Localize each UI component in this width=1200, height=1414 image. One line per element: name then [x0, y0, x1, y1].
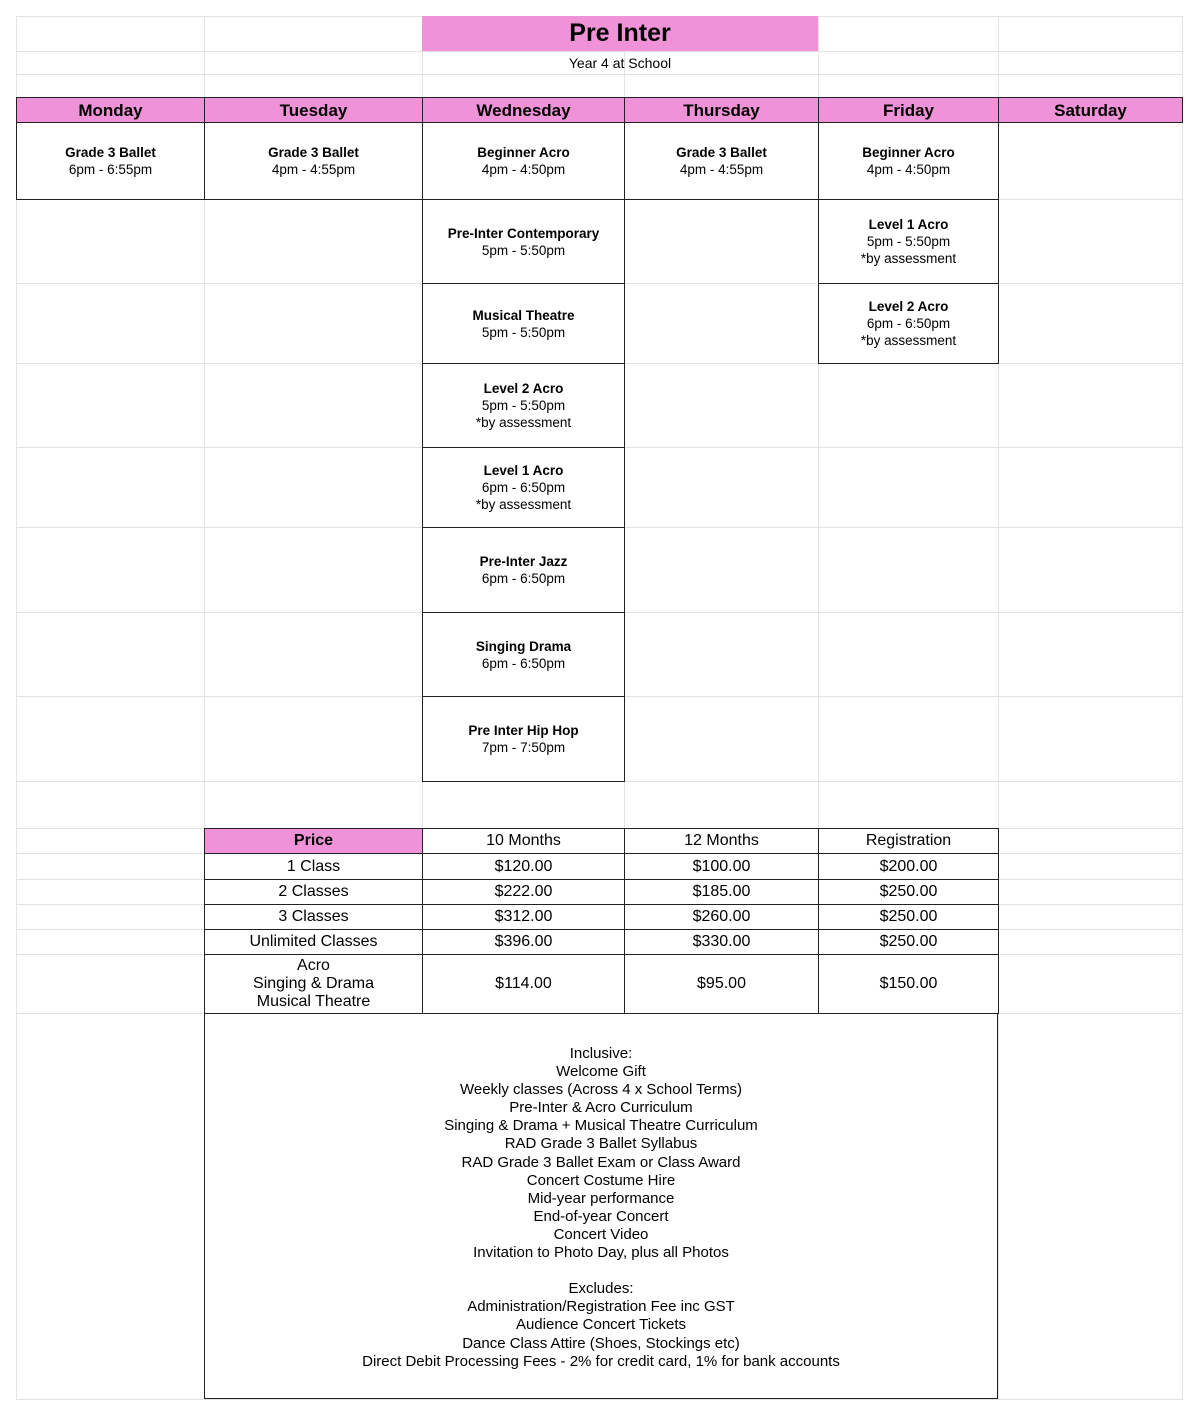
- inclusion-line: [205, 1262, 997, 1280]
- pricing-header: 12 Months: [624, 828, 819, 854]
- class-time: 4pm - 4:50pm: [866, 162, 951, 177]
- pricing-row-label: [204, 954, 423, 1014]
- class-time: 7pm - 7:50pm: [481, 740, 566, 755]
- pricing-label-text: 1 Class: [286, 857, 341, 875]
- pricing-label-line: Musical Theatre: [256, 993, 371, 1010]
- page-title: Pre Inter: [422, 16, 818, 51]
- pricing-label-text: 3 Classes: [278, 908, 349, 925]
- class-cell: [422, 363, 625, 448]
- page-subtitle: Year 4 at School: [568, 55, 672, 71]
- inclusion-line: Concert Video: [553, 1225, 649, 1243]
- pricing-row-label: [204, 929, 423, 955]
- class-note: *by assessment: [475, 497, 572, 512]
- class-cell: [422, 283, 625, 364]
- price-value: $396.00: [422, 929, 625, 955]
- pricing-row-label: [204, 879, 423, 905]
- inclusion-line: RAD Grade 3 Ballet Syllabus: [504, 1135, 698, 1153]
- class-cell: [204, 122, 423, 200]
- class-note: *by assessment: [475, 415, 572, 430]
- day-header-tuesday: Tuesday: [204, 97, 423, 123]
- class-name: Level 1 Acro: [483, 463, 564, 478]
- pricing-row-label: [204, 904, 423, 930]
- class-name: Grade 3 Ballet: [268, 145, 359, 160]
- inclusions-box: [204, 1013, 998, 1399]
- inclusion-line: Inclusive:: [569, 1045, 633, 1062]
- class-time: 5pm - 5:50pm: [866, 234, 951, 249]
- pricing-header: 10 Months: [422, 828, 625, 854]
- class-time: 4pm - 4:55pm: [271, 162, 356, 177]
- day-header-wednesday: Wednesday: [422, 97, 625, 123]
- class-cell: [16, 122, 205, 200]
- price-value: $150.00: [818, 954, 999, 1014]
- class-name: Pre-Inter Contemporary: [447, 225, 600, 241]
- grid-line-horizontal: [16, 74, 1183, 75]
- inclusion-line: Welcome Gift: [556, 1063, 646, 1081]
- price-value: $185.00: [624, 879, 819, 905]
- class-time: 5pm - 5:50pm: [481, 398, 566, 413]
- class-name: Pre-Inter Jazz: [479, 554, 568, 569]
- class-time: 4pm - 4:50pm: [481, 162, 566, 177]
- class-time: 5pm - 5:50pm: [481, 242, 566, 258]
- price-value: $260.00: [624, 904, 819, 930]
- grid-line-vertical: [16, 16, 17, 1399]
- pricing-label-line: Acro: [297, 957, 330, 974]
- class-time: 6pm - 6:50pm: [866, 316, 951, 331]
- class-cell: [818, 122, 999, 200]
- class-note: *by assessment: [860, 333, 957, 348]
- inclusion-line: Audience Concert Tickets: [515, 1316, 687, 1334]
- price-value: $200.00: [818, 853, 999, 880]
- pricing-header: Price: [204, 828, 423, 854]
- price-value: $100.00: [624, 853, 819, 880]
- class-name: Level 2 Acro: [483, 381, 564, 396]
- price-value: $330.00: [624, 929, 819, 955]
- inclusion-line: Concert Costume Hire: [526, 1171, 676, 1189]
- inclusion-line: Mid-year performance: [527, 1189, 675, 1207]
- inclusion-line: Weekly classes (Across 4 x School Terms): [459, 1081, 743, 1099]
- class-name: Musical Theatre: [472, 307, 575, 323]
- class-cell: [422, 122, 625, 200]
- inclusion-line: Dance Class Attire (Shoes, Stockings etc): [462, 1334, 740, 1352]
- class-name: Grade 3 Ballet: [676, 145, 767, 160]
- class-note: *by assessment: [860, 251, 957, 266]
- class-name: Level 2 Acro: [868, 299, 949, 314]
- inclusion-line: Pre-Inter & Acro Curriculum: [509, 1099, 693, 1117]
- class-time: 6pm - 6:50pm: [481, 571, 566, 586]
- day-header-monday: Monday: [16, 97, 205, 123]
- class-name: Singing Drama: [475, 638, 572, 654]
- price-value: $312.00: [422, 904, 625, 930]
- class-time: 4pm - 4:55pm: [679, 162, 764, 177]
- price-value: $114.00: [422, 954, 625, 1014]
- class-name: Grade 3 Ballet: [65, 145, 156, 160]
- class-time: 6pm - 6:50pm: [481, 480, 566, 495]
- price-value: $250.00: [818, 904, 999, 930]
- class-time: 6pm - 6:55pm: [68, 162, 153, 177]
- class-cell: [422, 527, 625, 613]
- day-header-thursday: Thursday: [624, 97, 819, 123]
- grid-line-horizontal: [16, 1399, 1183, 1400]
- inclusion-line: Excludes:: [568, 1280, 634, 1298]
- inclusion-line: Singing & Drama + Musical Theatre Curriculum: [444, 1117, 758, 1135]
- inclusion-line: End-of-year Concert: [533, 1207, 669, 1225]
- class-cell: [818, 199, 999, 284]
- price-value: $222.00: [422, 879, 625, 905]
- class-name: Level 1 Acro: [868, 217, 949, 232]
- price-value: $250.00: [818, 879, 999, 905]
- price-value: $250.00: [818, 929, 999, 955]
- class-cell: [818, 283, 999, 364]
- class-cell: [422, 612, 625, 697]
- inclusion-line: Direct Debit Processing Fees - 2% for credit card, 1% for bank accounts: [362, 1352, 840, 1370]
- class-time: 5pm - 5:50pm: [481, 324, 566, 340]
- pricing-row-label: [204, 853, 423, 880]
- inclusion-line: Invitation to Photo Day, plus all Photos: [473, 1244, 729, 1262]
- class-name: Beginner Acro: [477, 145, 570, 160]
- day-header-saturday: Saturday: [998, 97, 1183, 123]
- price-value: $120.00: [422, 853, 625, 880]
- class-name: Pre Inter Hip Hop: [468, 723, 579, 738]
- class-time: 6pm - 6:50pm: [481, 655, 566, 671]
- inclusion-line: RAD Grade 3 Ballet Exam or Class Award: [461, 1153, 741, 1171]
- class-name: Beginner Acro: [862, 145, 955, 160]
- class-cell: [422, 696, 625, 782]
- grid-line-vertical: [1182, 16, 1183, 1399]
- pricing-label-line: Singing & Drama: [253, 975, 374, 992]
- class-cell: [422, 447, 625, 528]
- pricing-label-text: Unlimited Classes: [249, 933, 378, 950]
- pricing-header: Registration: [818, 828, 999, 854]
- class-cell: [624, 122, 819, 200]
- day-header-friday: Friday: [818, 97, 999, 123]
- pricing-label-text: 2 Classes: [278, 883, 349, 900]
- inclusion-line: Administration/Registration Fee inc GST: [467, 1298, 735, 1316]
- class-cell: [422, 199, 625, 284]
- price-value: $95.00: [624, 954, 819, 1014]
